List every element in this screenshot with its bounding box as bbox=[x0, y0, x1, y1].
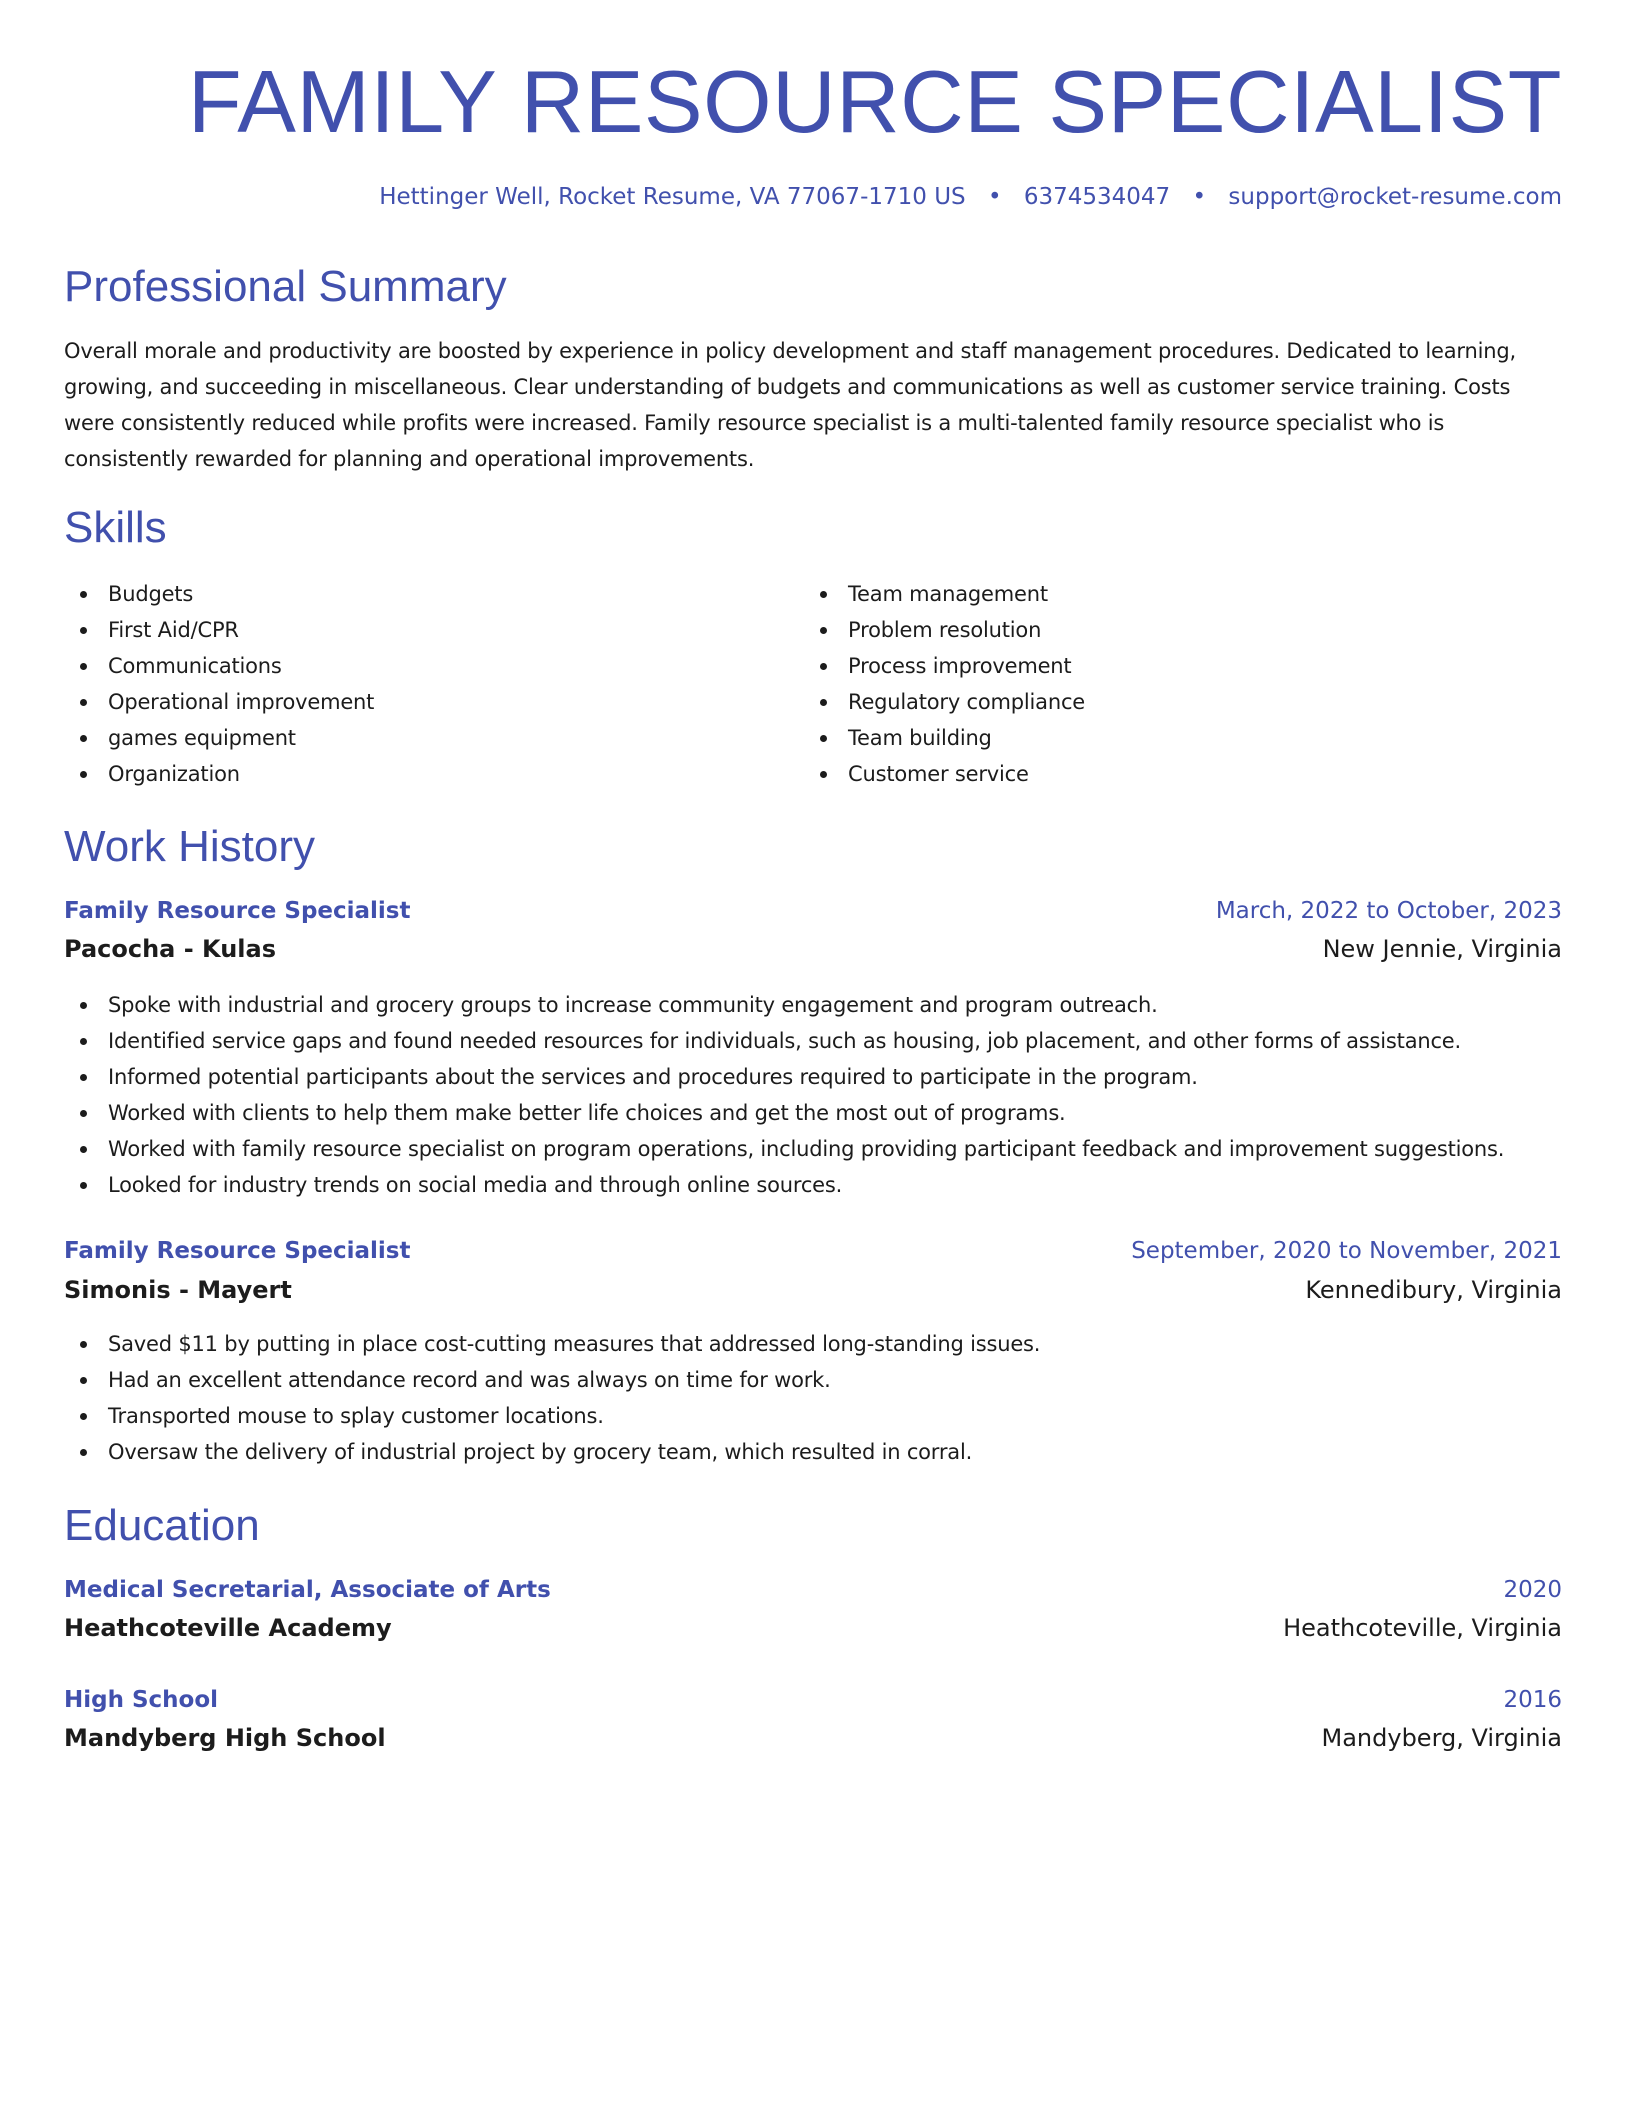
job-bullet: Identified service gaps and found needed resources for individuals, such as housing, job placement, and other forms of assistance. bbox=[64, 1023, 1504, 1059]
job-company-row bbox=[64, 932, 1562, 966]
section-title-education: Education bbox=[64, 1501, 260, 1550]
skill-item: Problem resolution bbox=[804, 612, 1085, 648]
skill-item: Communications bbox=[64, 648, 374, 684]
education-school-row bbox=[64, 1611, 1562, 1645]
job-dates: March, 2022 to October, 2023 bbox=[1215, 898, 1562, 924]
page-title: FAMILY RESOURCE SPECIALIST bbox=[187, 52, 1562, 151]
job-bullets bbox=[64, 987, 1504, 1203]
skills-list-right bbox=[804, 576, 1085, 792]
education-degree: High School bbox=[64, 1687, 219, 1713]
job-company: Pacocha - Kulas bbox=[64, 935, 277, 963]
section-title-work-history: Work History bbox=[64, 822, 315, 871]
skill-item: Regulatory compliance bbox=[804, 684, 1085, 720]
skills-list-left bbox=[64, 576, 374, 792]
contact-address: Hettinger Well, Rocket Resume, VA 77067-1710 US bbox=[379, 184, 966, 210]
contact-line bbox=[379, 180, 1562, 214]
job-bullet: Informed potential participants about the services and procedures required to participate in the program. bbox=[64, 1059, 1504, 1095]
education-degree: Medical Secretarial, Associate of Arts bbox=[64, 1577, 551, 1603]
skill-item: Team building bbox=[804, 720, 1085, 756]
job-bullet: Transported mouse to splay customer locations. bbox=[64, 1398, 1040, 1434]
job-header bbox=[64, 1234, 1562, 1268]
job-bullet: Had an excellent attendance record and was always on time for work. bbox=[64, 1362, 1040, 1398]
job-header bbox=[64, 894, 1562, 928]
education-header bbox=[64, 1573, 1562, 1607]
job-bullet: Saved $11 by putting in place cost-cutting measures that addressed long-standing issues. bbox=[64, 1326, 1040, 1362]
skill-item: games equipment bbox=[64, 720, 374, 756]
education-header bbox=[64, 1683, 1562, 1717]
job-company-row bbox=[64, 1273, 1562, 1307]
job-company: Simonis - Mayert bbox=[64, 1276, 292, 1304]
skill-item: Organization bbox=[64, 756, 374, 792]
job-bullet: Worked with family resource specialist on program operations, including providing participant feedback and improvement suggestions. bbox=[64, 1131, 1504, 1167]
skill-item: Team management bbox=[804, 576, 1085, 612]
job-location: New Jennie, Virginia bbox=[1322, 935, 1562, 963]
job-bullet: Oversaw the delivery of industrial project by grocery team, which resulted in corral. bbox=[64, 1434, 1040, 1470]
job-location: Kennedibury, Virginia bbox=[1305, 1276, 1562, 1304]
education-school: Heathcoteville Academy bbox=[64, 1614, 392, 1642]
contact-separator: • bbox=[987, 184, 1002, 210]
summary-text: Overall morale and productivity are boosted by experience in policy development and staff management procedures. Dedicated to learning, growing, and succeeding in miscellaneous. Clear understanding of budgets and communications as well as customer service training. Costs were consistently reduced while profits were increased. Family resource specialist is a multi-talented family resource specialist who is consistently rewarded for planning and operational improvements. bbox=[64, 339, 1516, 471]
skill-item: Operational improvement bbox=[64, 684, 374, 720]
education-location: Mandyberg, Virginia bbox=[1321, 1724, 1562, 1752]
education-year: 2020 bbox=[1503, 1577, 1562, 1603]
education-school-row bbox=[64, 1721, 1562, 1755]
job-role: Family Resource Specialist bbox=[64, 898, 411, 924]
education-school: Mandyberg High School bbox=[64, 1724, 386, 1752]
job-bullet: Looked for industry trends on social media and through online sources. bbox=[64, 1167, 1504, 1203]
contact-separator: • bbox=[1192, 184, 1207, 210]
skill-item: Process improvement bbox=[804, 648, 1085, 684]
contact-email: support@rocket-resume.com bbox=[1228, 184, 1562, 210]
job-dates: September, 2020 to November, 2021 bbox=[1131, 1238, 1562, 1264]
job-bullets bbox=[64, 1326, 1040, 1470]
section-title-summary: Professional Summary bbox=[64, 262, 507, 311]
section-title-skills: Skills bbox=[64, 503, 167, 552]
job-bullet: Worked with clients to help them make better life choices and get the most out of programs. bbox=[64, 1095, 1504, 1131]
job-role: Family Resource Specialist bbox=[64, 1238, 411, 1264]
skill-item: Customer service bbox=[804, 756, 1085, 792]
contact-phone: 6374534047 bbox=[1023, 184, 1171, 210]
education-location: Heathcoteville, Virginia bbox=[1283, 1614, 1562, 1642]
skill-item: Budgets bbox=[64, 576, 374, 612]
skill-item: First Aid/CPR bbox=[64, 612, 374, 648]
education-year: 2016 bbox=[1503, 1687, 1562, 1713]
job-bullet: Spoke with industrial and grocery groups to increase community engagement and program outreach. bbox=[64, 987, 1504, 1023]
